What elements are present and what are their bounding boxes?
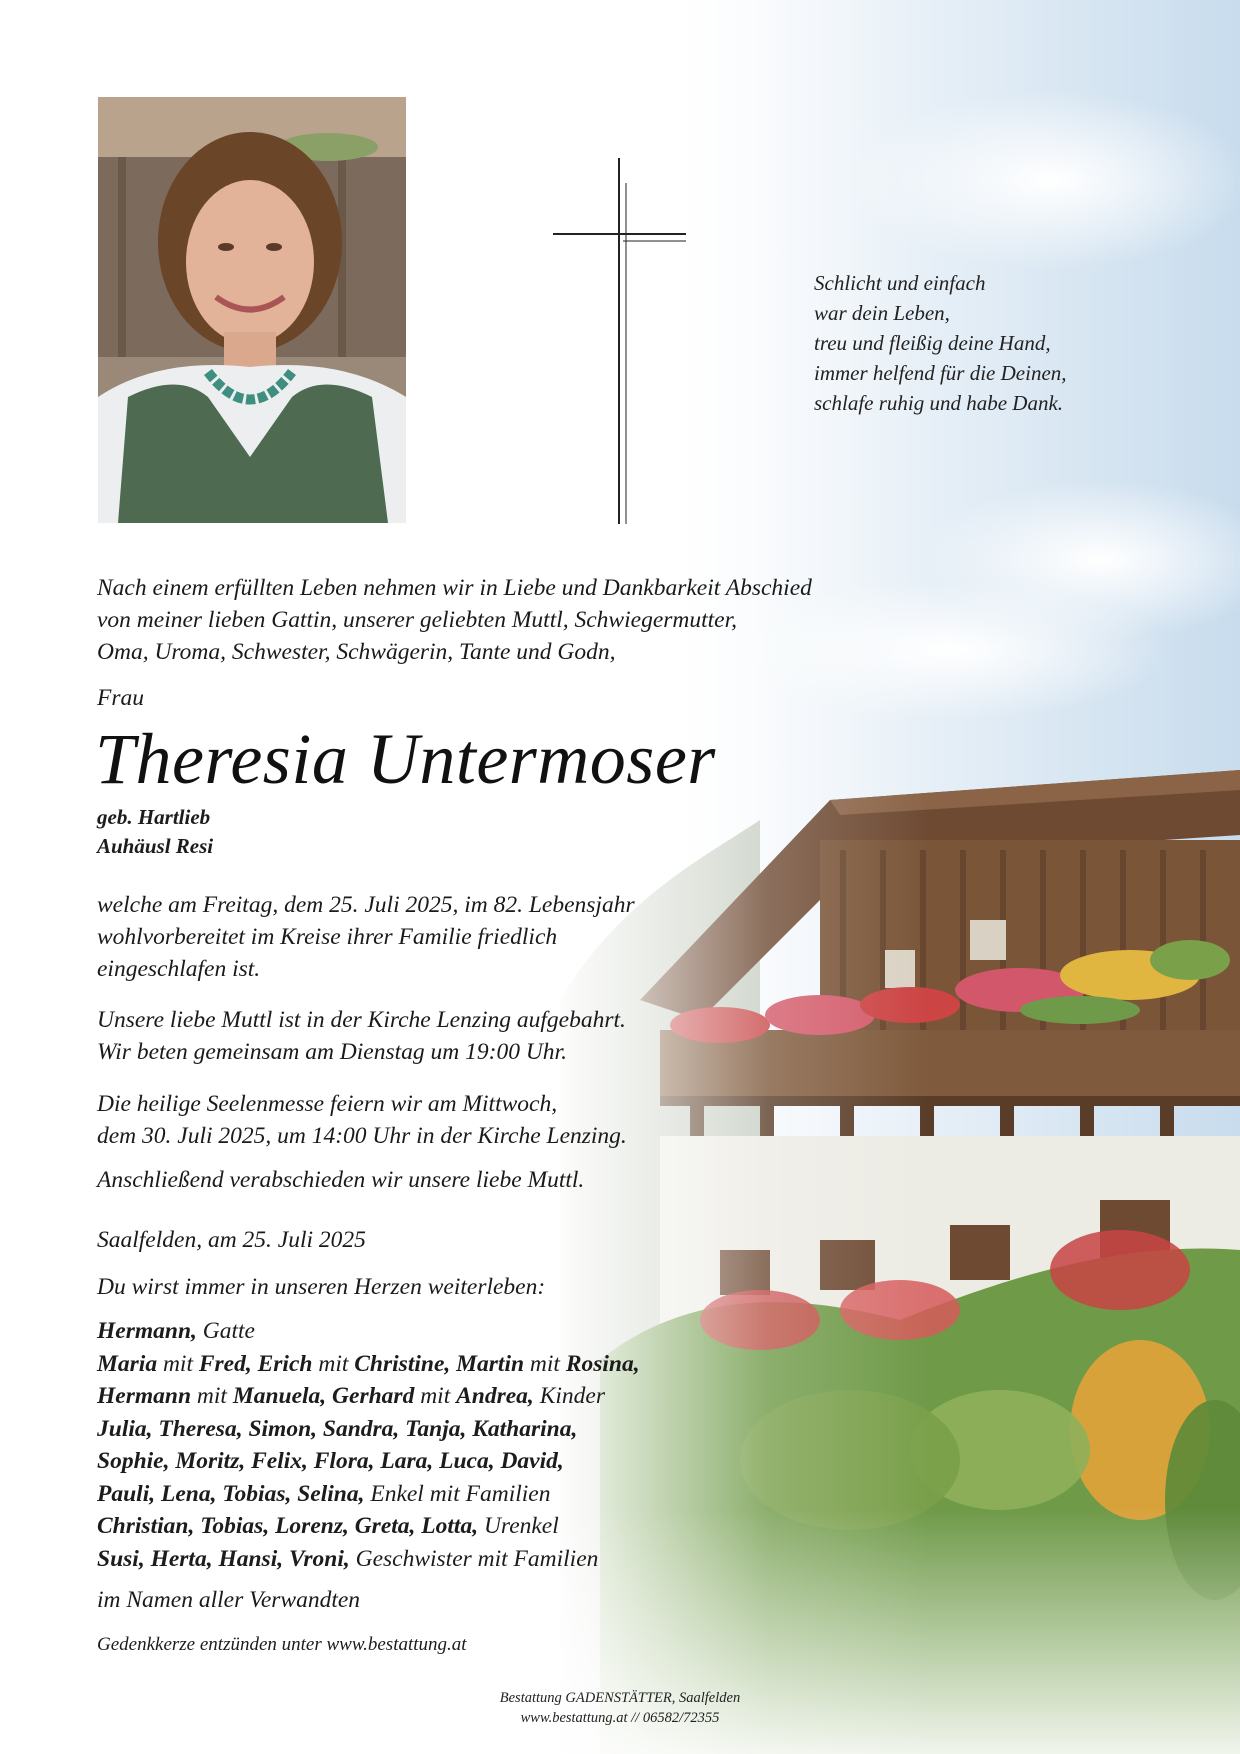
mourner-names: Manuela, Gerhard [232,1383,415,1409]
mourner-relation: mit [414,1383,457,1409]
mass-line: Die heilige Seelenmesse feiern wir am Mittwoch, [97,1091,558,1117]
mourner-names: Christian, Tobias, Lorenz, Greta, Lotta, [97,1513,479,1539]
intro-line: Oma, Uroma, Schwester, Schwägerin, Tante und Godn, [97,639,616,665]
mourner-relation: Geschwister mit Familien [349,1545,599,1572]
intro-line: von meiner lieben Gattin, unserer geliebten Muttl, Schwiegermutter, [97,607,738,633]
poem-line: war dein Leben, [814,301,950,325]
born-name: geb. Hartlieb [97,805,211,829]
deceased-name: Theresia Untermoser [95,719,716,799]
viewing-line: Wir beten gemeinsam am Dienstag um 19:00 Uhr. [97,1039,567,1065]
mourner-relation: Urenkel [478,1513,559,1539]
closing-line: im Namen aller Verwandten [97,1587,361,1613]
death-notice-line: eingeschlafen ist. [97,956,261,982]
portrait-photo [98,97,406,523]
mourner-relation: Gatte [196,1318,255,1344]
mourner-relation: mit [312,1350,355,1377]
death-notice [97,889,635,985]
mourner-names: Fred, Erich [198,1350,313,1377]
mourner-line [97,1315,640,1348]
mourner-line [97,1478,640,1511]
mourner-relation: mit [524,1350,566,1377]
mourner-names: Julia, Theresa, Simon, Sandra, Tanja, Katharina, [97,1415,578,1442]
mourner-names: Hermann, [97,1318,197,1344]
mourner-line [97,1445,640,1478]
mourner-relation: mit [157,1350,199,1377]
funeral-home-name: Bestattung GADENSTÄTTER, Saalfelden [499,1690,741,1706]
mourner-line [97,1413,640,1446]
mourner-line [97,1510,640,1543]
mourner-names: Sophie, Moritz, Felix, Flora, Lara, Luca, David, [97,1448,564,1474]
viewing-line: Unsere liebe Muttl ist in der Kirche Lenzing aufgebahrt. [97,1007,626,1033]
funeral-home-contact: www.bestattung.at // 06582/72355 [520,1710,720,1726]
mourner-names: Hermann [97,1383,192,1409]
intro-line: Nach einem erfüllten Leben nehmen wir in Liebe und Dankbarkeit Abschied [97,575,812,601]
mourner-names: Andrea, [456,1383,534,1409]
deceased-details [97,803,213,861]
poem-line: treu und fleißig deine Hand, [814,331,1051,355]
poem-line: immer helfend für die Deinen, [814,361,1067,385]
mourner-line [97,1380,640,1413]
poem-line: schlafe ruhig und habe Dank. [814,391,1064,415]
mourner-relation: Kinder [533,1383,605,1409]
nickname: Auhäusl Resi [97,834,214,858]
mourners-list [97,1315,640,1575]
death-notice-line: wohlvorbereitet im Kreise ihrer Familie friedlich [97,924,558,950]
place-date: Saalfelden, am 25. Juli 2025 [97,1227,366,1253]
mourner-line [97,1348,640,1381]
mass-line: dem 30. Juli 2025, um 14:00 Uhr in der Kirche Lenzing. [97,1123,627,1149]
poem [814,268,1067,418]
mourner-relation: Enkel mit Familien [364,1480,551,1507]
mourner-names: Rosina, [565,1350,640,1377]
intro-paragraph [97,572,812,668]
farewell-line: Anschließend verabschieden wir unsere liebe Muttl. [97,1167,585,1193]
footer [0,1688,1240,1728]
mourner-names: Pauli, Lena, Tobias, Selina, [97,1480,365,1507]
mass-notice [97,1088,627,1152]
mourner-relation: mit [191,1383,233,1409]
mourner-line [97,1543,640,1576]
cross-icon [553,158,686,524]
candle-note: Gedenkkerze entzünden unter www.bestattung.at [97,1634,467,1655]
remembrance-line: Du wirst immer in unseren Herzen weiterleben: [97,1274,546,1300]
death-notice-line: welche am Freitag, dem 25. Juli 2025, im 82. Lebensjahr [97,892,635,918]
viewing-notice [97,1004,626,1068]
mourner-names: Maria [97,1350,158,1377]
salutation: Frau [97,685,144,711]
poem-line: Schlicht und einfach [814,271,986,295]
mourner-names: Christine, Martin [354,1350,525,1377]
mourner-names: Susi, Herta, Hansi, Vroni, [97,1545,350,1572]
